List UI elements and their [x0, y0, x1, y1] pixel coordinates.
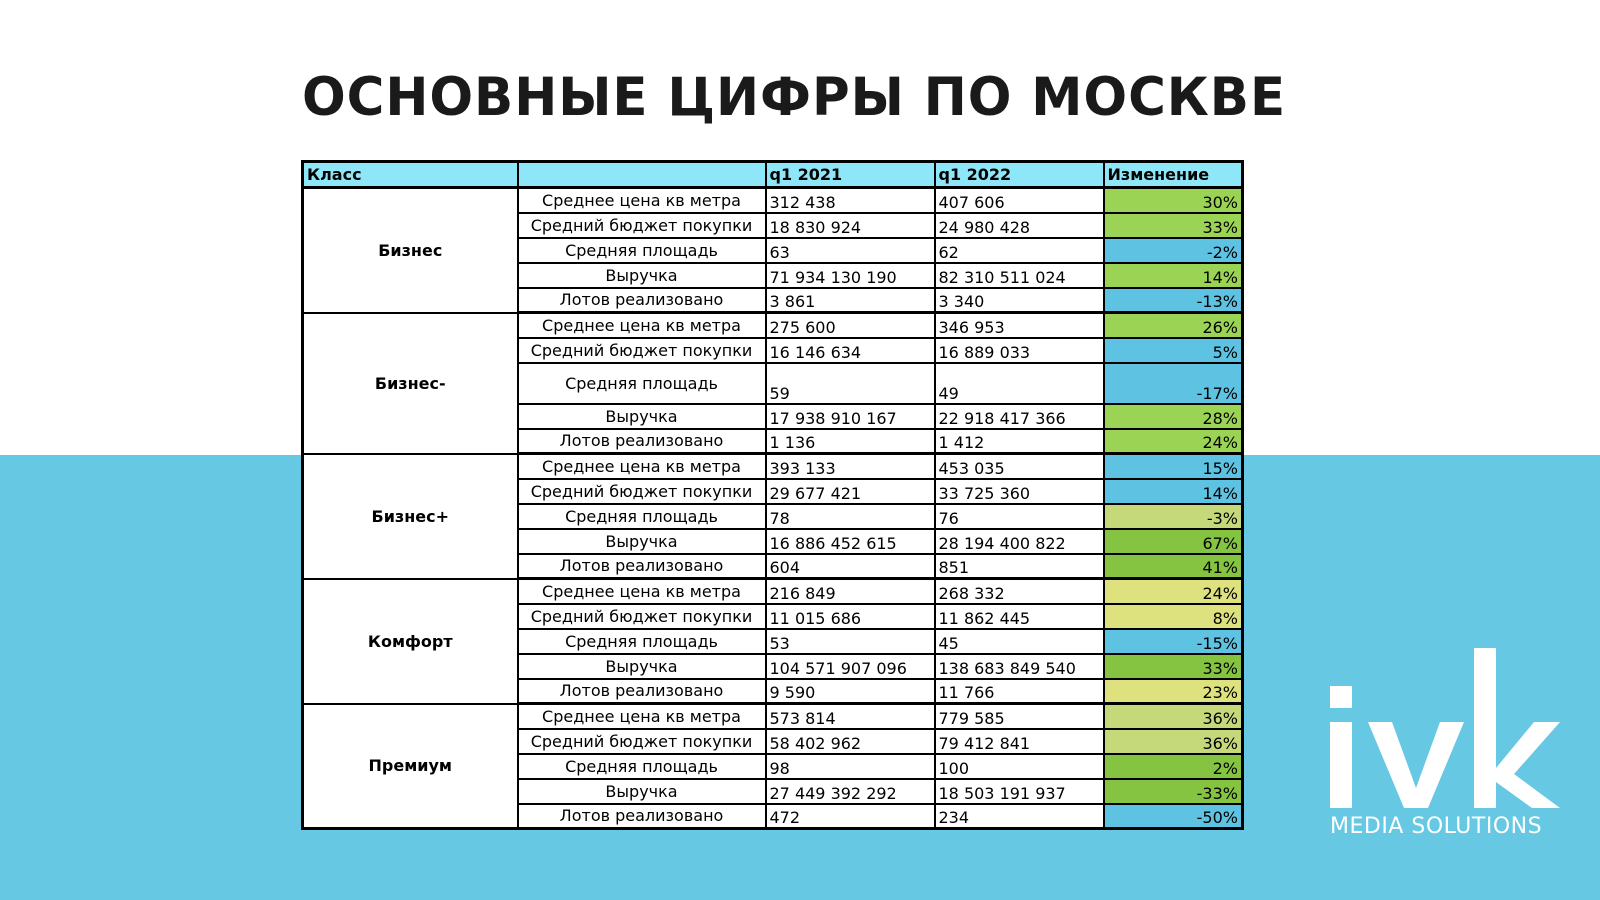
q1-2021-cell: 11 015 686	[766, 604, 935, 629]
metric-cell: Средняя площадь	[518, 363, 766, 404]
q1-2022-cell: 22 918 417 366	[935, 404, 1104, 429]
q1-2021-cell: 71 934 130 190	[766, 263, 935, 288]
change-cell: 33%	[1104, 213, 1243, 238]
q1-2021-cell: 393 133	[766, 454, 935, 479]
metric-cell: Среднее цена кв метра	[518, 188, 766, 213]
metric-cell: Средний бюджет покупки	[518, 213, 766, 238]
change-cell: -3%	[1104, 504, 1243, 529]
change-cell: 8%	[1104, 604, 1243, 629]
q1-2021-cell: 18 830 924	[766, 213, 935, 238]
header-q1-2021: q1 2021	[766, 162, 935, 188]
change-cell: 5%	[1104, 338, 1243, 363]
q1-2021-cell: 3 861	[766, 288, 935, 313]
table-row	[303, 188, 1243, 213]
change-cell: 36%	[1104, 729, 1243, 754]
metric-cell: Среднее цена кв метра	[518, 454, 766, 479]
q1-2021-cell: 58 402 962	[766, 729, 935, 754]
q1-2022-cell: 851	[935, 554, 1104, 579]
change-cell: 36%	[1104, 704, 1243, 729]
q1-2022-cell: 138 683 849 540	[935, 654, 1104, 679]
q1-2022-cell: 33 725 360	[935, 479, 1104, 504]
change-cell: 30%	[1104, 188, 1243, 213]
ivk-logo-icon	[1328, 648, 1560, 808]
q1-2022-cell: 16 889 033	[935, 338, 1104, 363]
metric-cell: Средний бюджет покупки	[518, 604, 766, 629]
q1-2022-cell: 3 340	[935, 288, 1104, 313]
metric-cell: Средний бюджет покупки	[518, 729, 766, 754]
change-cell: 41%	[1104, 554, 1243, 579]
change-cell: 67%	[1104, 529, 1243, 554]
change-cell: 15%	[1104, 454, 1243, 479]
q1-2022-cell: 11 862 445	[935, 604, 1104, 629]
change-cell: -17%	[1104, 363, 1243, 404]
class-cell: Бизнес	[303, 188, 518, 313]
metric-cell: Лотов реализовано	[518, 804, 766, 829]
metric-cell: Средняя площадь	[518, 754, 766, 779]
q1-2021-cell: 53	[766, 629, 935, 654]
metric-cell: Лотов реализовано	[518, 288, 766, 313]
q1-2022-cell: 268 332	[935, 579, 1104, 604]
header-metric	[518, 162, 766, 188]
change-cell: -33%	[1104, 779, 1243, 804]
metric-cell: Средний бюджет покупки	[518, 479, 766, 504]
change-cell: 26%	[1104, 313, 1243, 338]
metric-cell: Среднее цена кв метра	[518, 704, 766, 729]
change-cell: -2%	[1104, 238, 1243, 263]
q1-2022-cell: 1 412	[935, 429, 1104, 454]
metric-cell: Выручка	[518, 529, 766, 554]
table-body	[303, 188, 1243, 829]
q1-2021-cell: 216 849	[766, 579, 935, 604]
q1-2022-cell: 82 310 511 024	[935, 263, 1104, 288]
q1-2021-cell: 78	[766, 504, 935, 529]
metric-cell: Лотов реализовано	[518, 679, 766, 704]
q1-2021-cell: 98	[766, 754, 935, 779]
change-cell: -50%	[1104, 804, 1243, 829]
change-cell: 14%	[1104, 479, 1243, 504]
metric-cell: Выручка	[518, 404, 766, 429]
q1-2022-cell: 453 035	[935, 454, 1104, 479]
q1-2022-cell: 18 503 191 937	[935, 779, 1104, 804]
metric-cell: Средняя площадь	[518, 629, 766, 654]
metric-cell: Средний бюджет покупки	[518, 338, 766, 363]
page-title: ОСНОВНЫЕ ЦИФРЫ ПО МОСКВЕ	[302, 67, 1287, 128]
table-row	[303, 313, 1243, 338]
q1-2021-cell: 16 886 452 615	[766, 529, 935, 554]
q1-2021-cell: 29 677 421	[766, 479, 935, 504]
q1-2022-cell: 11 766	[935, 679, 1104, 704]
q1-2021-cell: 104 571 907 096	[766, 654, 935, 679]
change-cell: 28%	[1104, 404, 1243, 429]
change-cell: -15%	[1104, 629, 1243, 654]
metric-cell: Средняя площадь	[518, 504, 766, 529]
q1-2021-cell: 275 600	[766, 313, 935, 338]
q1-2022-cell: 234	[935, 804, 1104, 829]
q1-2021-cell: 9 590	[766, 679, 935, 704]
q1-2021-cell: 472	[766, 804, 935, 829]
q1-2021-cell: 27 449 392 292	[766, 779, 935, 804]
table-row	[303, 579, 1243, 604]
q1-2022-cell: 407 606	[935, 188, 1104, 213]
q1-2021-cell: 312 438	[766, 188, 935, 213]
data-table	[301, 160, 1244, 830]
class-cell: Бизнес+	[303, 454, 518, 579]
metric-cell: Выручка	[518, 263, 766, 288]
q1-2022-cell: 79 412 841	[935, 729, 1104, 754]
header-q1-2022: q1 2022	[935, 162, 1104, 188]
table-row	[303, 704, 1243, 729]
metric-cell: Средняя площадь	[518, 238, 766, 263]
class-cell: Бизнес-	[303, 313, 518, 454]
q1-2021-cell: 573 814	[766, 704, 935, 729]
change-cell: 2%	[1104, 754, 1243, 779]
metric-cell: Лотов реализовано	[518, 429, 766, 454]
change-cell: 24%	[1104, 429, 1243, 454]
table-row	[303, 454, 1243, 479]
change-cell: 23%	[1104, 679, 1243, 704]
q1-2022-cell: 28 194 400 822	[935, 529, 1104, 554]
logo-subtitle: MEDIA SOLUTIONS	[1330, 814, 1543, 839]
q1-2022-cell: 100	[935, 754, 1104, 779]
header-change: Изменение	[1104, 162, 1243, 188]
q1-2022-cell: 76	[935, 504, 1104, 529]
metric-cell: Лотов реализовано	[518, 554, 766, 579]
q1-2022-cell: 45	[935, 629, 1104, 654]
q1-2022-cell: 346 953	[935, 313, 1104, 338]
q1-2021-cell: 1 136	[766, 429, 935, 454]
q1-2021-cell: 604	[766, 554, 935, 579]
metric-cell: Среднее цена кв метра	[518, 313, 766, 338]
change-cell: 33%	[1104, 654, 1243, 679]
table-header-row	[303, 162, 1243, 188]
q1-2021-cell: 16 146 634	[766, 338, 935, 363]
q1-2021-cell: 59	[766, 363, 935, 404]
q1-2022-cell: 49	[935, 363, 1104, 404]
metric-cell: Выручка	[518, 779, 766, 804]
class-cell: Премиум	[303, 704, 518, 829]
change-cell: -13%	[1104, 288, 1243, 313]
q1-2022-cell: 779 585	[935, 704, 1104, 729]
q1-2022-cell: 62	[935, 238, 1104, 263]
q1-2021-cell: 63	[766, 238, 935, 263]
header-class: Класс	[303, 162, 518, 188]
metric-cell: Выручка	[518, 654, 766, 679]
class-cell: Комфорт	[303, 579, 518, 704]
q1-2022-cell: 24 980 428	[935, 213, 1104, 238]
metric-cell: Среднее цена кв метра	[518, 579, 766, 604]
change-cell: 24%	[1104, 579, 1243, 604]
change-cell: 14%	[1104, 263, 1243, 288]
q1-2021-cell: 17 938 910 167	[766, 404, 935, 429]
